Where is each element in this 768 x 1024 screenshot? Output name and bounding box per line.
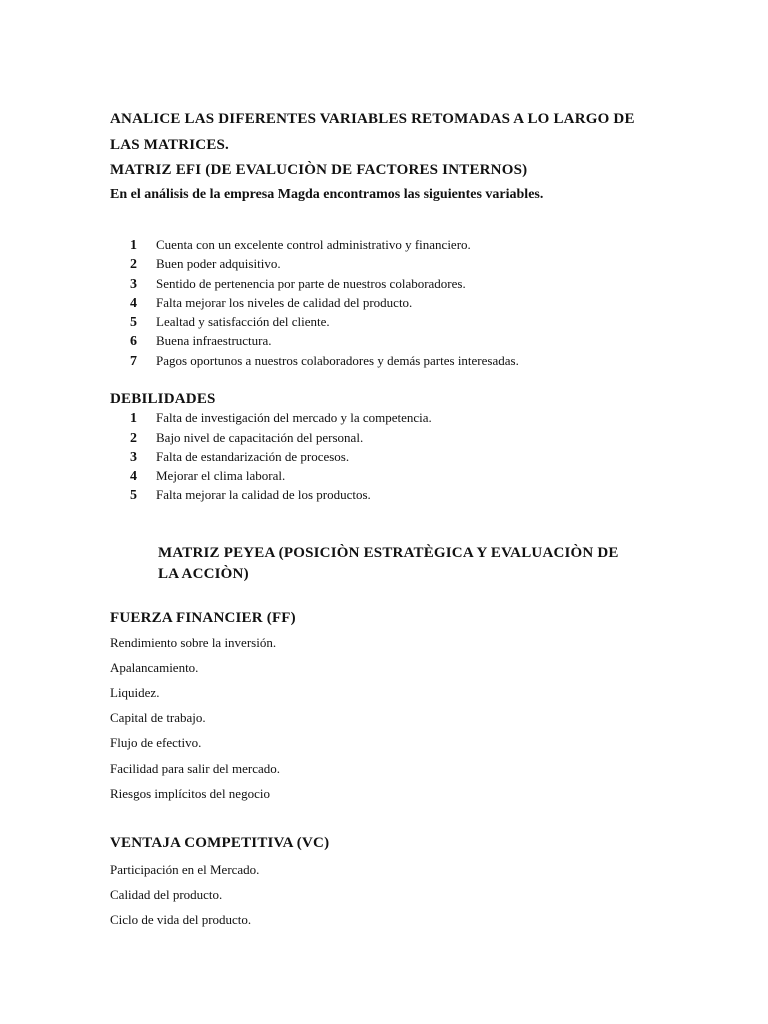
variable-number: 1: [130, 238, 137, 253]
ff-heading: FUERZA FINANCIER (FF): [110, 610, 296, 626]
peyea-heading-line-2: LA ACCIÒN): [158, 566, 249, 582]
variable-text: Lealtad y satisfacción del cliente.: [156, 314, 330, 329]
variable-item: [130, 254, 281, 273]
vc-item: Participación en el Mercado.: [110, 862, 260, 877]
ff-item: Rendimiento sobre la inversión.: [110, 635, 277, 650]
efi-heading: MATRIZ EFI (DE EVALUCIÒN DE FACTORES INTERNOS): [110, 162, 528, 178]
variable-text: Falta mejorar los niveles de calidad del producto.: [156, 295, 413, 310]
weakness-item: [130, 428, 363, 447]
ff-item: Facilidad para salir del mercado.: [110, 761, 281, 776]
variable-number: 6: [130, 334, 137, 349]
variable-item: [130, 312, 330, 331]
variable-number: 7: [130, 354, 137, 369]
variable-number: 4: [130, 296, 137, 311]
variable-number: 3: [130, 277, 137, 292]
ff-item: Liquidez.: [110, 685, 160, 700]
variable-text: Pagos oportunos a nuestros colaboradores y demás partes interesadas.: [156, 353, 519, 368]
variable-text: Buena infraestructura.: [156, 333, 272, 348]
weakness-item: [130, 408, 432, 427]
variable-text: Cuenta con un excelente control administrativo y financiero.: [156, 237, 471, 252]
vc-item: Calidad del producto.: [110, 887, 223, 902]
variable-item: [130, 293, 412, 312]
weakness-number: 4: [130, 469, 137, 484]
ff-item: Capital de trabajo.: [110, 710, 206, 725]
peyea-heading-line-1: MATRIZ PEYEA (POSICIÒN ESTRATÈGICA Y EVALUACIÒN DE: [158, 545, 619, 561]
ff-item: Riesgos implícitos del negocio: [110, 786, 270, 801]
weakness-text: Mejorar el clima laboral.: [156, 468, 286, 483]
weakness-number: 5: [130, 488, 137, 503]
variable-item: [130, 331, 272, 350]
weakness-number: 3: [130, 450, 137, 465]
weakness-item: [130, 485, 371, 504]
ff-item: Flujo de efectivo.: [110, 735, 202, 750]
variable-number: 2: [130, 257, 137, 272]
variable-item: [130, 274, 466, 293]
ff-item: Apalancamiento.: [110, 660, 199, 675]
weakness-text: Falta mejorar la calidad de los productos.: [156, 487, 371, 502]
variable-text: Buen poder adquisitivo.: [156, 256, 281, 271]
vc-heading: VENTAJA COMPETITIVA (VC): [110, 835, 330, 851]
intro-text: En el análisis de la empresa Magda encontramos las siguientes variables.: [110, 187, 544, 202]
weakness-number: 1: [130, 411, 137, 426]
weakness-item: [130, 447, 349, 466]
variable-item: [130, 351, 519, 370]
document-title-line-2: LAS MATRICES.: [110, 137, 230, 153]
variable-number: 5: [130, 315, 137, 330]
variable-text: Sentido de pertenencia por parte de nuestros colaboradores.: [156, 276, 466, 291]
document-title-line-1: ANALICE LAS DIFERENTES VARIABLES RETOMADAS A LO LARGO DE: [110, 111, 635, 127]
weakness-text: Falta de estandarización de procesos.: [156, 449, 350, 464]
variable-item: [130, 235, 471, 254]
weakness-text: Bajo nivel de capacitación del personal.: [156, 430, 364, 445]
weakness-number: 2: [130, 431, 137, 446]
debilidades-heading: DEBILIDADES: [110, 391, 216, 407]
vc-item: Ciclo de vida del producto.: [110, 912, 252, 927]
weakness-text: Falta de investigación del mercado y la competencia.: [156, 410, 432, 425]
weakness-item: [130, 466, 285, 485]
